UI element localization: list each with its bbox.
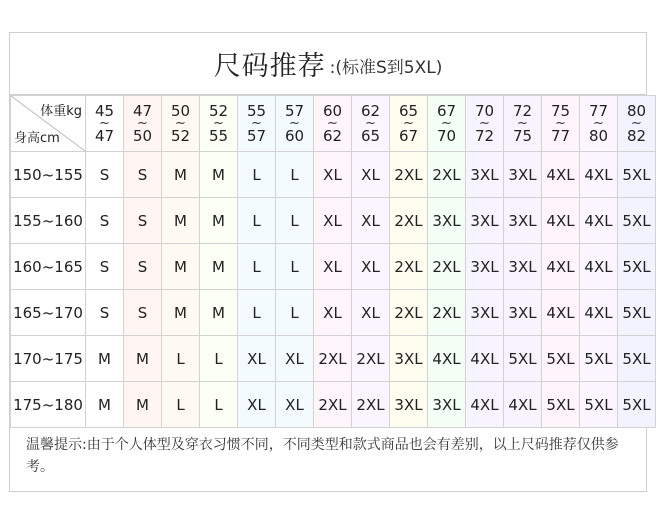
- size-cell: L: [276, 244, 314, 290]
- height-range-cell: 170~175: [11, 336, 86, 382]
- size-note: 温馨提示:由于个人体型及穿衣习惯不同，不同类型和款式商品也会有差别，以上尺码推荐仅供参考。: [26, 437, 619, 475]
- weight-header-cell: [238, 96, 276, 152]
- size-cell: M: [124, 382, 162, 428]
- size-cell: 4XL: [466, 336, 504, 382]
- size-cell: 2XL: [390, 152, 428, 198]
- title-sub: :(标准S到5XL): [329, 58, 443, 78]
- size-cell: 4XL: [542, 152, 580, 198]
- size-cell: 5XL: [542, 336, 580, 382]
- size-cell: S: [124, 290, 162, 336]
- weight-header-cell: [276, 96, 314, 152]
- weight-header-cell: [86, 96, 124, 152]
- size-cell: L: [276, 198, 314, 244]
- weight-from: 72: [512, 101, 533, 120]
- weight-sep: ~: [327, 115, 338, 131]
- weight-from: 67: [436, 101, 457, 120]
- size-cell: 5XL: [618, 152, 656, 198]
- chart-title: [10, 33, 646, 95]
- size-cell: 5XL: [618, 290, 656, 336]
- weight-sep: ~: [289, 115, 300, 131]
- size-cell: L: [162, 382, 200, 428]
- weight-header-cell: [428, 96, 466, 152]
- size-cell: S: [86, 244, 124, 290]
- weight-from: 75: [550, 101, 571, 120]
- height-label: 身高cm: [14, 131, 60, 146]
- size-cell: S: [86, 152, 124, 198]
- size-cell: M: [124, 336, 162, 382]
- weight-header-cell: [352, 96, 390, 152]
- size-row: [11, 152, 656, 198]
- size-cell: L: [200, 336, 238, 382]
- size-cell: 4XL: [580, 290, 618, 336]
- weight-sep: ~: [175, 115, 186, 131]
- size-cell: XL: [352, 290, 390, 336]
- size-row: [11, 198, 656, 244]
- size-cell: XL: [314, 198, 352, 244]
- size-cell: M: [86, 336, 124, 382]
- weight-from: 45: [94, 101, 115, 120]
- weight-to: 75: [512, 126, 533, 145]
- weight-from: 62: [360, 101, 381, 120]
- height-range-cell: 175~180: [11, 382, 86, 428]
- size-cell: XL: [352, 152, 390, 198]
- size-cell: 3XL: [466, 290, 504, 336]
- size-cell: 4XL: [542, 290, 580, 336]
- weight-from: 65: [398, 101, 419, 120]
- size-cell: L: [238, 290, 276, 336]
- size-cell: L: [200, 382, 238, 428]
- size-cell: 4XL: [542, 244, 580, 290]
- weight-sep: ~: [441, 115, 452, 131]
- weight-from: 70: [474, 101, 495, 120]
- weight-label: 体重kg: [40, 104, 82, 119]
- weight-to: 82: [626, 126, 647, 145]
- size-cell: L: [238, 152, 276, 198]
- weight-from: 60: [322, 101, 343, 120]
- height-range-cell: 160~165: [11, 244, 86, 290]
- weight-sep: ~: [251, 115, 262, 131]
- size-cell: L: [162, 336, 200, 382]
- size-cell: M: [200, 290, 238, 336]
- weight-from: 47: [132, 101, 153, 120]
- weight-to: 62: [322, 126, 343, 145]
- weight-from: 80: [626, 101, 647, 120]
- weight-header-cell: [162, 96, 200, 152]
- size-cell: 4XL: [504, 382, 542, 428]
- size-cell: 5XL: [618, 198, 656, 244]
- weight-sep: ~: [631, 115, 642, 131]
- size-cell: XL: [352, 244, 390, 290]
- size-cell: 2XL: [428, 290, 466, 336]
- size-cell: XL: [314, 152, 352, 198]
- weight-sep: ~: [403, 115, 414, 131]
- height-range-cell: 150~155: [11, 152, 86, 198]
- weight-header-cell: [466, 96, 504, 152]
- size-cell: M: [162, 198, 200, 244]
- size-cell: 3XL: [466, 198, 504, 244]
- weight-sep: ~: [479, 115, 490, 131]
- size-cell: M: [200, 244, 238, 290]
- size-cell: M: [162, 152, 200, 198]
- size-cell: 2XL: [352, 336, 390, 382]
- weight-header-cell: [124, 96, 162, 152]
- weight-to: 80: [588, 126, 609, 145]
- title-main: 尺码推荐: [213, 51, 326, 82]
- weight-sep: ~: [555, 115, 566, 131]
- size-cell: 4XL: [580, 152, 618, 198]
- size-cell: 5XL: [504, 336, 542, 382]
- size-cell: 3XL: [428, 198, 466, 244]
- corner-cell: [11, 96, 86, 152]
- weight-header-cell: [618, 96, 656, 152]
- size-row: [11, 336, 656, 382]
- size-cell: XL: [314, 244, 352, 290]
- size-cell: S: [124, 152, 162, 198]
- weight-header-cell: [200, 96, 238, 152]
- size-cell: 2XL: [390, 244, 428, 290]
- size-cell: S: [86, 290, 124, 336]
- weight-from: 50: [170, 101, 191, 120]
- size-cell: 5XL: [618, 244, 656, 290]
- weight-header-cell: [580, 96, 618, 152]
- size-cell: 5XL: [580, 382, 618, 428]
- size-cell: 2XL: [314, 336, 352, 382]
- size-cell: 2XL: [352, 382, 390, 428]
- size-cell: M: [162, 244, 200, 290]
- size-cell: S: [124, 198, 162, 244]
- weight-sep: ~: [137, 115, 148, 131]
- size-cell: 2XL: [390, 198, 428, 244]
- weight-to: 52: [170, 126, 191, 145]
- size-cell: XL: [314, 290, 352, 336]
- weight-to: 47: [94, 126, 115, 145]
- size-cell: 4XL: [542, 198, 580, 244]
- size-cell: 3XL: [390, 336, 428, 382]
- size-cell: 3XL: [504, 152, 542, 198]
- weight-from: 57: [284, 101, 305, 120]
- size-cell: 2XL: [428, 152, 466, 198]
- size-cell: 3XL: [390, 382, 428, 428]
- size-cell: S: [124, 244, 162, 290]
- size-cell: 5XL: [542, 382, 580, 428]
- weight-to: 55: [208, 126, 229, 145]
- size-cell: 5XL: [618, 382, 656, 428]
- weight-header-cell: [542, 96, 580, 152]
- size-cell: 3XL: [466, 152, 504, 198]
- size-cell: 2XL: [390, 290, 428, 336]
- size-cell: 4XL: [466, 382, 504, 428]
- size-table: [10, 95, 656, 428]
- size-cell: 3XL: [428, 382, 466, 428]
- size-cell: 2XL: [314, 382, 352, 428]
- weight-header-cell: [504, 96, 542, 152]
- weight-to: 67: [398, 126, 419, 145]
- weight-from: 55: [246, 101, 267, 120]
- size-cell: 2XL: [428, 244, 466, 290]
- weight-from: 52: [208, 101, 229, 120]
- size-cell: 5XL: [580, 336, 618, 382]
- weight-header-cell: [314, 96, 352, 152]
- weight-to: 77: [550, 126, 571, 145]
- weight-from: 77: [588, 101, 609, 120]
- size-cell: L: [238, 244, 276, 290]
- size-cell: 4XL: [428, 336, 466, 382]
- size-cell: M: [200, 198, 238, 244]
- height-range-cell: 155~160: [11, 198, 86, 244]
- weight-sep: ~: [593, 115, 604, 131]
- size-cell: 3XL: [466, 244, 504, 290]
- size-cell: L: [238, 198, 276, 244]
- size-cell: XL: [238, 382, 276, 428]
- size-cell: M: [200, 152, 238, 198]
- size-cell: 4XL: [580, 198, 618, 244]
- weight-sep: ~: [99, 115, 110, 131]
- size-row: [11, 244, 656, 290]
- header-row: [11, 96, 656, 152]
- weight-to: 65: [360, 126, 381, 145]
- weight-to: 60: [284, 126, 305, 145]
- weight-to: 50: [132, 126, 153, 145]
- size-cell: 3XL: [504, 198, 542, 244]
- size-cell: XL: [238, 336, 276, 382]
- size-cell: 3XL: [504, 290, 542, 336]
- size-cell: L: [276, 290, 314, 336]
- size-row: [11, 290, 656, 336]
- size-cell: XL: [276, 382, 314, 428]
- weight-to: 72: [474, 126, 495, 145]
- size-cell: XL: [352, 198, 390, 244]
- weight-sep: ~: [365, 115, 376, 131]
- size-cell: 3XL: [504, 244, 542, 290]
- size-cell: 4XL: [580, 244, 618, 290]
- weight-to: 57: [246, 126, 267, 145]
- size-cell: 5XL: [618, 336, 656, 382]
- size-cell: M: [86, 382, 124, 428]
- size-chart-frame: [9, 32, 651, 492]
- height-range-cell: 165~170: [11, 290, 86, 336]
- weight-sep: ~: [213, 115, 224, 131]
- weight-header-cell: [390, 96, 428, 152]
- weight-to: 70: [436, 126, 457, 145]
- size-cell: S: [86, 198, 124, 244]
- size-cell: L: [276, 152, 314, 198]
- size-cell: XL: [276, 336, 314, 382]
- size-cell: M: [162, 290, 200, 336]
- weight-sep: ~: [517, 115, 528, 131]
